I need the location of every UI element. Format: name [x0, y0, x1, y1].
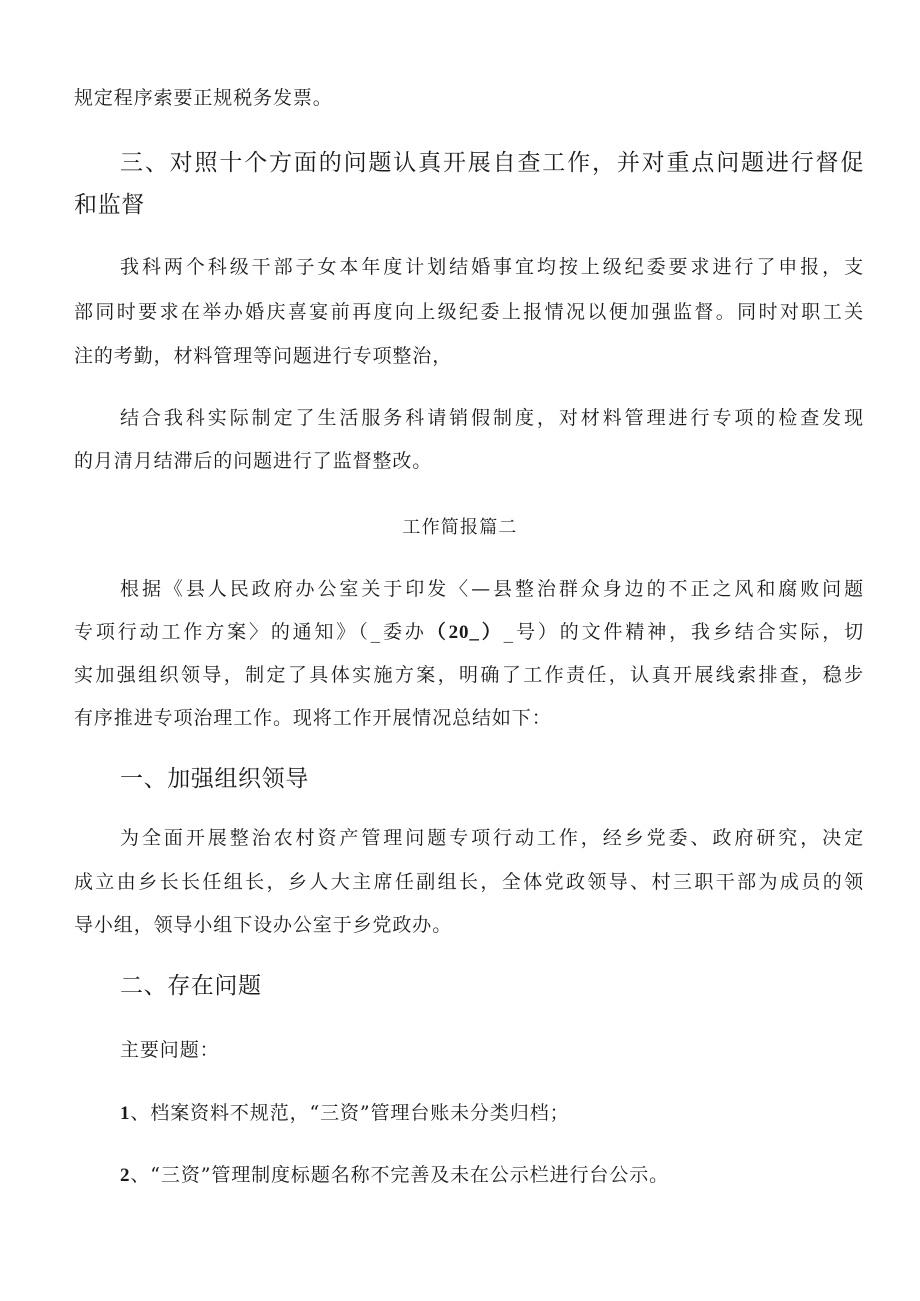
leadership-para-line1: 为全面开展整治农村资产管理问题专项行动工作，经乡党委、政府研究，决定 — [120, 827, 864, 849]
problem-item-1 — [120, 1101, 864, 1126]
heading-strengthen-leadership: 一、加强组织领导 — [120, 766, 309, 792]
leadership-para-line3: 导小组，领导小组下设办公室于乡党政办。 — [74, 914, 453, 936]
paragraph-tail: 规定程序索要正规税务发票。 — [74, 87, 333, 109]
report-two-intro-line1: 根据《县人民政府办公室关于印发〈—县整治群众身边的不正之风和腐败问题 — [120, 578, 864, 600]
report-two-intro-line3: 实加强组织领导，制定了具体实施方案，明确了工作责任，认真开展线索排查，稳步 — [74, 664, 864, 686]
intro-line2-part-c: _号）的文件精神，我乡结合实际，切 — [503, 621, 864, 643]
section-three-para2-line1: 结合我科实际制定了生活服务科请销假制度，对材料管理进行专项的检查发现 — [120, 407, 864, 429]
section-three-para1-line3: 注的考勤，材料管理等问题进行专项整治， — [74, 345, 453, 367]
section-three-heading-line2: 和监督 — [74, 192, 145, 218]
report-two-intro-line4: 有序推进专项治理工作。现将工作开展情况总结如下： — [74, 707, 552, 729]
report-two-title: 工作简报篇二 — [402, 517, 518, 538]
section-three-para1-line2: 部同时要求在举办婚庆喜宴前再度向上级纪委上报情况以便加强监督。同时对职工关 — [74, 301, 864, 323]
problem-item-2-text: 、“三资”管理制度标题名称不完善及未在公示栏进行台公示。 — [130, 1164, 670, 1186]
problem-item-2-number: 2 — [120, 1165, 131, 1186]
intro-line2-part-a: 专项行动工作方案〉的通知》（_委办 — [74, 621, 427, 643]
report-two-intro-line2 — [74, 620, 864, 645]
section-three-heading-line1: 三、对照十个方面的问题认真开展自查工作，并对重点问题进行督促 — [120, 150, 864, 176]
section-three-para1-line1: 我科两个科级干部子女本年度计划结婚事宜均按上级纪委要求进行了申报，支 — [120, 256, 864, 278]
problem-item-2 — [120, 1163, 864, 1188]
section-three-para2-line2: 的月清月结滞后的问题进行了监督整改。 — [74, 450, 433, 472]
leadership-para-line2: 成立由乡长长任组长，乡人大主席任副组长，全体党政领导、村三职干部为成员的领 — [74, 871, 864, 893]
heading-existing-problems: 二、存在问题 — [120, 973, 262, 999]
intro-line2-number: （20_） — [426, 622, 504, 643]
main-problems-label: 主要问题： — [120, 1039, 220, 1061]
problem-item-1-number: 1 — [120, 1103, 131, 1124]
problem-item-1-text: 、档案资料不规范，“三资”管理台账未分类归档； — [130, 1102, 570, 1124]
